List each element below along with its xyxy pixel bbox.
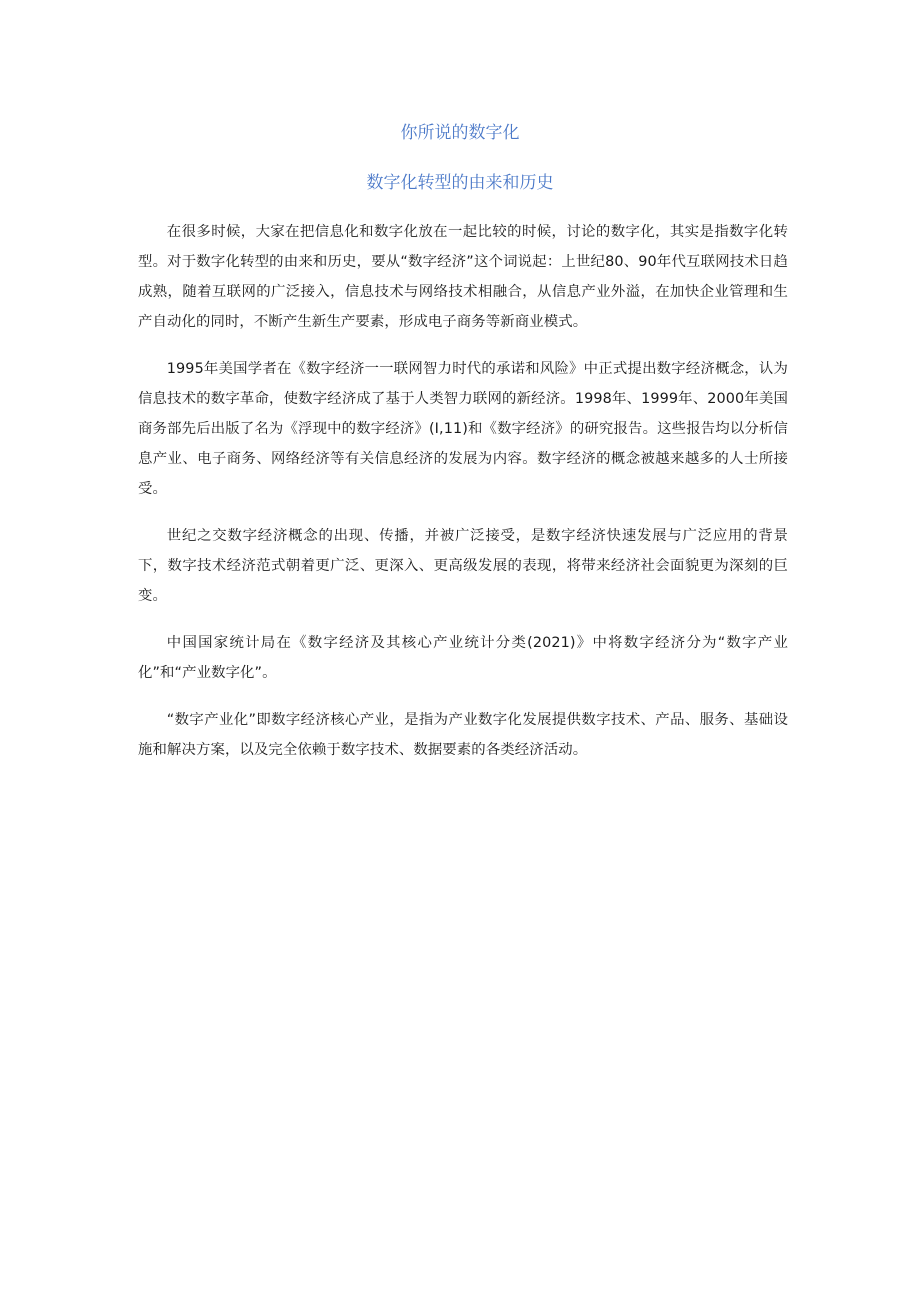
paragraph-1: 在很多时候，大家在把信息化和数字化放在一起比较的时候，讨论的数字化，其实是指数字化转型。对于数字化转型的由来和历史，要从“数字经济”这个词说起：上世纪80、90年代互联网技术日趋成熟，随着互联网的广泛接入，信息技术与网络技术相融合，从信息产业外溢，在加快企业管理和生产自动化的同时，不断产生新生产要素，形成电子商务等新商业模式。	[138, 224, 788, 330]
document-body	[138, 217, 788, 782]
paragraph-5: “数字产业化”即数字经济核心产业，是指为产业数字化发展提供数字技术、产品、服务、基础设施和解决方案，以及完全依赖于数字技术、数据要素的各类经济活动。	[138, 712, 788, 758]
document-title: 你所说的数字化	[400, 123, 520, 143]
paragraph-3: 世纪之交数字经济概念的出现、传播，并被广泛接受，是数字经济快速发展与广泛应用的背景下，数字技术经济范式朝着更广泛、更深入、更高级发展的表现，将带来经济社会面貌更为深刻的巨变。	[138, 528, 788, 604]
document-subtitle: 数字化转型的由来和历史	[366, 173, 554, 193]
paragraph-4: 中国国家统计局在《数字经济及其核心产业统计分类(2021)》中将数字经济分为“数字产业化”和“产业数字化”。	[138, 635, 788, 681]
paragraph-2: 1995年美国学者在《数字经济一一联网智力时代的承诺和风险》中正式提出数字经济概念，认为信息技术的数字革命，使数字经济成了基于人类智力联网的新经济。1998年、1999年、2000年美国商务部先后出版了名为《浮现中的数字经济》(I,11)和《数字经济》的研究报告。这些报告均以分析信息产业、电子商务、网络经济等有关信息经济的发展为内容。数字经济的概念被越来越多的人士所接受。	[138, 361, 788, 497]
